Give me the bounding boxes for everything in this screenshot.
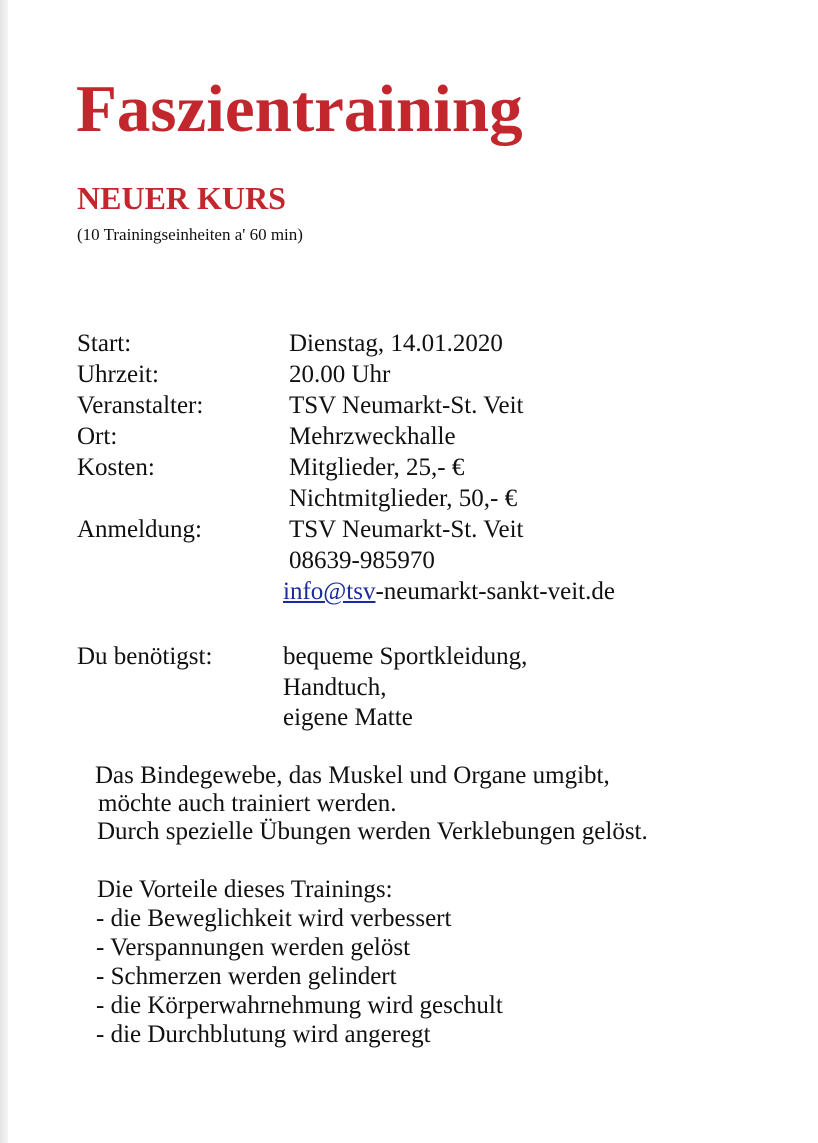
benefit-item: - die Durchblutung wird angeregt <box>96 1021 431 1048</box>
costs-label: Kosten: <box>77 454 155 481</box>
location-label: Ort: <box>77 423 118 450</box>
location-value: Mehrzweckhalle <box>289 423 456 450</box>
costs-members: Mitglieder, 25,- € <box>289 454 465 481</box>
description-line: möchte auch trainiert werden. <box>98 790 397 817</box>
start-label: Start: <box>77 330 132 357</box>
benefit-item: - die Beweglichkeit wird verbessert <box>96 905 452 932</box>
organizer-value: TSV Neumarkt-St. Veit <box>289 392 524 419</box>
benefit-item: - Verspannungen werden gelöst <box>96 934 411 961</box>
email-link[interactable]: info@tsv <box>283 578 376 605</box>
page-title: Faszientraining <box>76 72 523 146</box>
start-value: Dienstag, 14.01.2020 <box>289 330 503 357</box>
needs-item: eigene Matte <box>283 704 413 731</box>
time-label: Uhrzeit: <box>77 361 159 388</box>
needs-item: bequeme Sportkleidung, <box>283 643 528 670</box>
registration-org: TSV Neumarkt-St. Veit <box>289 516 524 543</box>
registration-phone: 08639-985970 <box>289 547 435 574</box>
needs-item: Handtuch, <box>283 674 387 701</box>
benefits-heading: Die Vorteile dieses Trainings: <box>97 876 393 903</box>
page-edge <box>0 0 8 1143</box>
registration-label: Anmeldung: <box>77 516 202 543</box>
course-subtitle: NEUER KURS <box>77 180 286 216</box>
description-line: Durch spezielle Übungen werden Verklebungen gelöst. <box>97 818 648 845</box>
benefit-item: - die Körperwahrnehmung wird geschult <box>96 992 503 1019</box>
benefit-item: - Schmerzen werden gelindert <box>96 963 397 990</box>
organizer-label: Veranstalter: <box>77 392 204 419</box>
course-note: (10 Trainingseinheiten a' 60 min) <box>77 225 303 244</box>
time-value: 20.00 Uhr <box>289 361 391 388</box>
costs-nonmembers: Nichtmitglieder, 50,- € <box>289 485 518 512</box>
email-rest: -neumarkt-sankt-veit.de <box>375 578 615 605</box>
description-line: Das Bindegewebe, das Muskel und Organe umgibt, <box>95 762 610 789</box>
needs-label: Du benötigst: <box>77 643 213 670</box>
registration-email <box>283 579 615 604</box>
